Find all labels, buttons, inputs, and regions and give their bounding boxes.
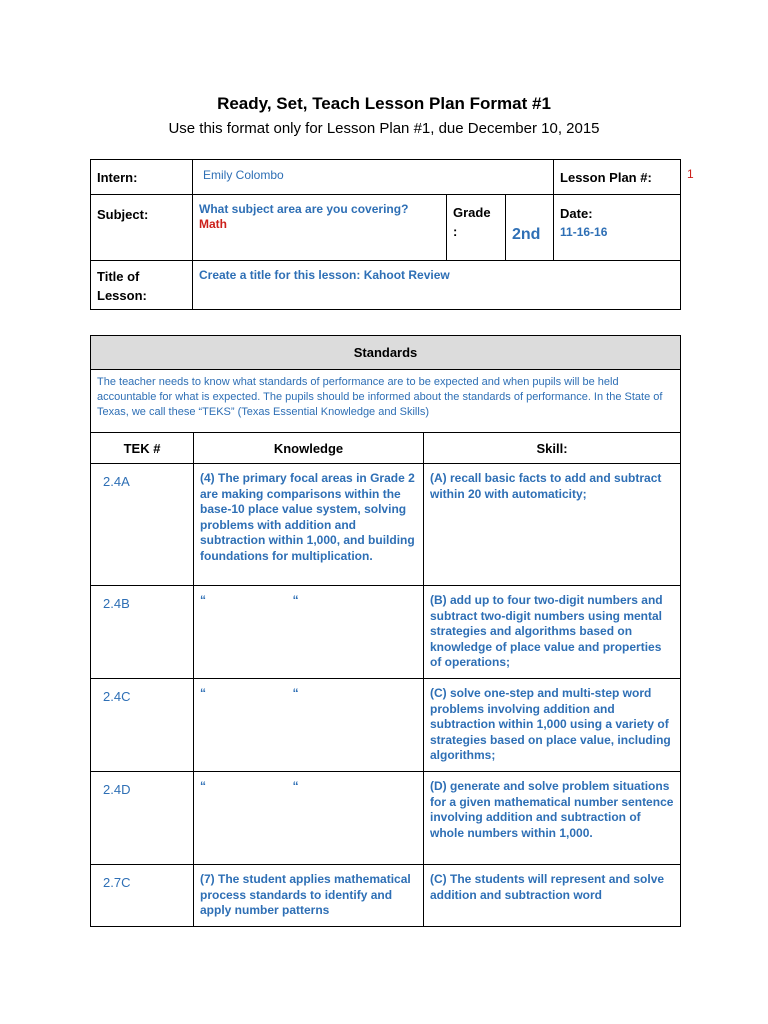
grade-value: 2nd bbox=[506, 195, 554, 261]
date-cell bbox=[554, 195, 681, 261]
document-title: Ready, Set, Teach Lesson Plan Format #1 bbox=[217, 94, 551, 113]
col-header-knowledge: Knowledge bbox=[194, 433, 424, 464]
grade-label-cell bbox=[447, 195, 506, 261]
standards-note: The teacher needs to know what standards of performance are to be expected and when pupils will be held accountable for what is expected. The pupils should be informed about the standards of performance. In the State of Texas, we call these “TEKS” (Texas Essential Knowledge and Skills) bbox=[91, 370, 681, 433]
tek-cell: 2.4A bbox=[91, 464, 194, 586]
date-label: Date: bbox=[560, 206, 593, 221]
table-row bbox=[91, 679, 681, 772]
tek-cell: 2.7C bbox=[91, 865, 194, 927]
grade-label: Grade bbox=[453, 205, 491, 220]
document-subtitle: Use this format only for Lesson Plan #1, due December 10, 2015 bbox=[168, 120, 600, 137]
skill-cell: (D) generate and solve problem situations for a given mathematical number sentence involving addition and subtraction of whole numbers within 1,000. bbox=[424, 772, 681, 865]
lesson-title-label-line1: Title of bbox=[97, 269, 140, 284]
grade-colon: : bbox=[453, 224, 458, 239]
tek-cell: 2.4B bbox=[91, 586, 194, 679]
lesson-info-table: Intern: Emily Colombo Lesson Plan #: 1 Subject: What subject area are you covering? Math Grade : 2nd Date: 11-16-16 Title of Lesson: Create a title for this lesson: Kahoot Review bbox=[90, 159, 681, 310]
tek-cell: 2.4D bbox=[91, 772, 194, 865]
knowledge-cell: “ “ bbox=[194, 586, 424, 679]
tek-cell: 2.4C bbox=[91, 679, 194, 772]
knowledge-cell: (4) The primary focal areas in Grade 2 are making comparisons within the base-10 place value system, solving problems with addition and subtraction within 1,000, and building foundations for multiplication. bbox=[194, 464, 424, 586]
skill-cell: (B) add up to four two-digit numbers and subtract two-digit numbers using mental strategies and algorithms based on knowledge of place value and properties of operations; bbox=[424, 586, 681, 679]
lesson-title-value: Create a title for this lesson: Kahoot Review bbox=[193, 261, 681, 310]
subject-cell bbox=[193, 195, 447, 261]
intern-value: Emily Colombo bbox=[193, 160, 554, 195]
standards-table bbox=[90, 335, 681, 927]
table-row bbox=[91, 464, 681, 586]
subject-prompt: What subject area are you covering? bbox=[199, 202, 409, 216]
date-value: 11-16-16 bbox=[560, 225, 608, 239]
skill-cell: (C) The students will represent and solve addition and subtraction word bbox=[424, 865, 681, 927]
subject-label: Subject: bbox=[91, 195, 193, 261]
table-row bbox=[91, 586, 681, 679]
skill-cell: (C) solve one-step and multi-step word problems involving addition and subtraction within 1,000 using a variety of strategies based on place value, including algorithms; bbox=[424, 679, 681, 772]
col-header-tek: TEK # bbox=[91, 433, 194, 464]
standards-heading: Standards bbox=[91, 336, 681, 370]
knowledge-cell: “ “ bbox=[194, 772, 424, 865]
lesson-plan-label: Lesson Plan #: bbox=[554, 160, 681, 195]
col-header-skill: Skill: bbox=[424, 433, 681, 464]
table-row bbox=[91, 865, 681, 927]
subject-value: Math bbox=[199, 217, 227, 231]
intern-label: Intern: bbox=[91, 160, 193, 195]
knowledge-cell: (7) The student applies mathematical process standards to identify and apply number patterns bbox=[194, 865, 424, 927]
knowledge-cell: “ “ bbox=[194, 679, 424, 772]
lesson-title-label-line2: Lesson: bbox=[97, 288, 147, 303]
skill-cell: (A) recall basic facts to add and subtract within 20 with automaticity; bbox=[424, 464, 681, 586]
lesson-title-label bbox=[91, 261, 193, 310]
table-row bbox=[91, 772, 681, 865]
